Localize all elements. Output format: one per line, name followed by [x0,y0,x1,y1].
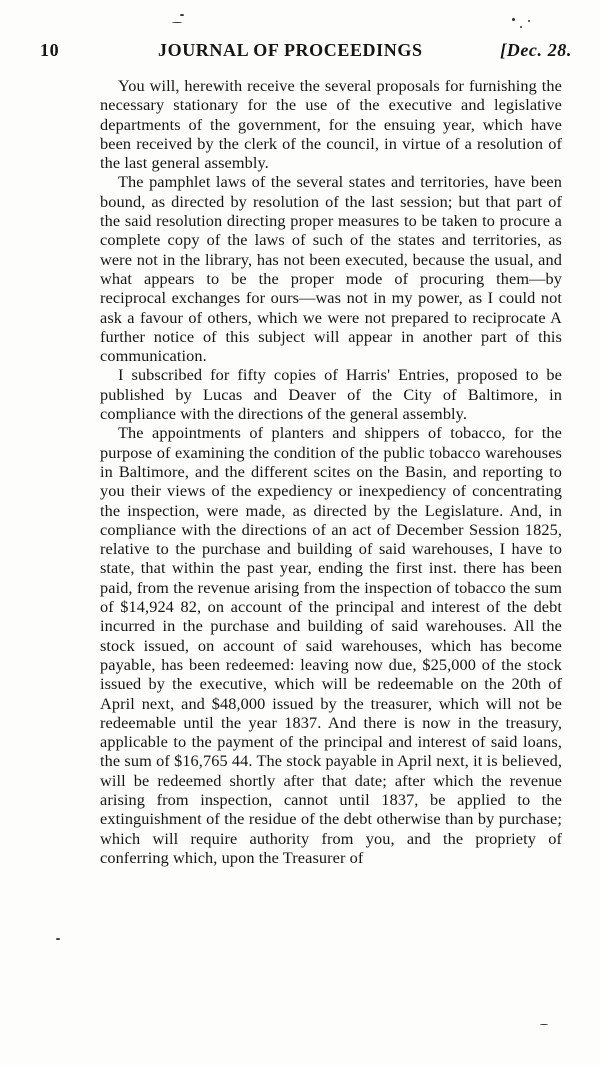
paragraph-tobacco-warehouses: The appointments of planters and shippers of tobacco, for the purpose of examining the condition of the public tobacco warehouses in Baltimore, and the different scites on the Basin, and reporting to you their views of the expediency or inexpediency of concentrating the inspection, were made, as directed by the Legislature. And, in compliance with the directions of an act of December Session 1825, relative to the purchase and building of said warehouses, I have to state, that within the past year, ending the first inst. there has been paid, from the revenue arising from the inspection of tobacco the sum of $14,924 82, on account of the principal and interest of the debt incurred in the purchase and building of said warehouses. All the stock issued, on account of said warehouses, which has become payable, has been redeemed: leaving now due, $25,000 of the stock issued by the executive, which will be redeemable on the 20th of April next, and $48,000 issued by the treasurer, which will not be redeemable until the year 1837. And there is now in the treasury, applicable to the payment of the principal and interest of said loans, the sum of $16,765 44. The stock payable in April next, it is believed, will be redeemed shortly after that date; after which the revenue arising from inspection, cannot until 1837, be applied to the extinguishment of the residue of the debt otherwise than by purchase; which will require authority from you, and the propriety of conferring which, upon the Treasurer of [100,423,562,867]
paragraph-stationary-proposals: You will, herewith receive the several proposals for furnishing the necessary stationary for the use of the executive and legislative departments of the government, for the ensuing year, which have been received by the clerk of the council, in virtue of a resolution of the last general assembly. [100,76,562,173]
ink-speck [520,26,522,28]
header-date: [Dec. 28. [500,40,572,60]
ink-speck [540,1024,548,1025]
ink-speck [180,14,184,16]
body-text [100,76,562,867]
page-number: 10 [40,40,60,60]
ink-speck [528,20,530,22]
paragraph-harris-entries: I subscribed for fifty copies of Harris' Entries, proposed to be published by Lucas and Deaver of the City of Baltimore, in compliance with the directions of the general assembly. [100,365,562,424]
ink-speck [512,18,515,21]
journal-title: JOURNAL OF PROCEEDINGS [158,40,423,60]
ink-speck [172,22,182,23]
paragraph-pamphlet-laws: The pamphlet laws of the several states and territories, have been bound, as directed by resolution of the last session; but that part of the said resolution directing proper measures to be taken to procure a complete copy of the laws of such of the states and territories, as were not in the library, has not been executed, because the usual, and what appears to be the proper mode of procuring them—by reciprocal exchanges for ours—was not in my power, as I could not ask a favour of others, which we were not prepared to reciprocate A further notice of this subject will appear in another part of this communication. [100,172,562,366]
running-header [40,40,572,64]
ink-speck [56,938,60,940]
